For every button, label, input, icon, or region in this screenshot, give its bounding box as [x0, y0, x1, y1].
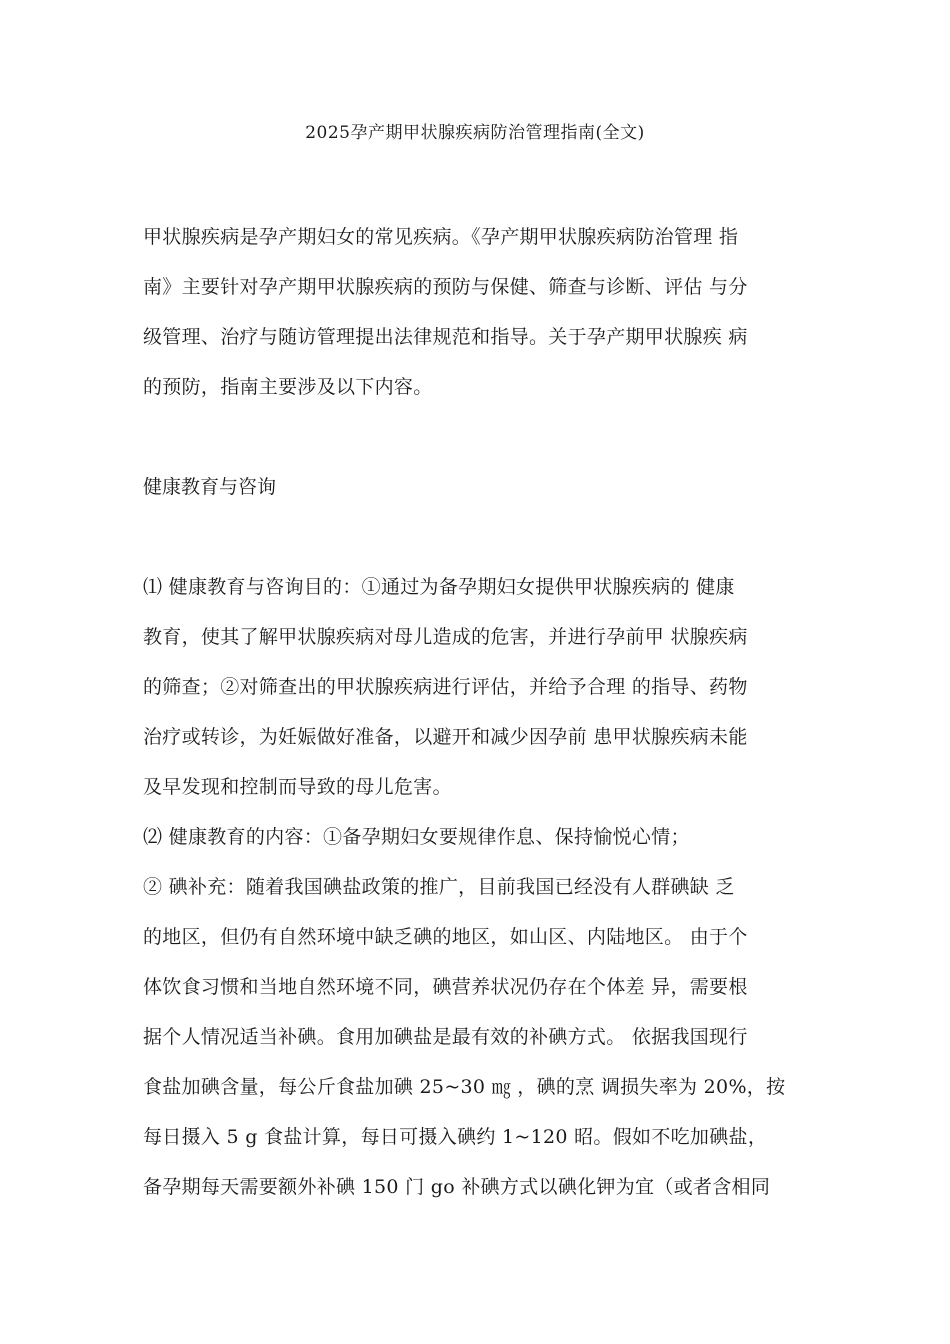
body-line: 的地区，但仍有自然环境中缺乏碘的地区，如山区、内陆地区。 由于个 — [143, 926, 748, 948]
body-line: ② 碘补充：随着我国碘盐政策的推广，目前我国已经没有人群碘缺 乏 — [143, 876, 735, 898]
section-heading: 健康教育与咨询 — [143, 476, 277, 498]
body-line: 及早发现和控制而导致的母儿危害。 — [143, 776, 452, 798]
document-title: 2025孕产期甲状腺疾病防治管理指南(全文) — [305, 123, 645, 143]
body-line: 据个人情况适当补碘。食用加碘盐是最有效的补碘方式。 依据我国现行 — [143, 1026, 748, 1048]
body-line: 每日摄入 5 g 食盐计算，每日可摄入碘约 1~120 昭。假如不吃加碘盐， — [143, 1126, 768, 1148]
body-line: 教育，使其了解甲状腺疾病对母儿造成的危害，并进行孕前甲 状腺疾病 — [143, 626, 748, 648]
body-line: 备孕期每天需要额外补碘 150 门 go 补碘方式以碘化钾为宜（或者含相同 — [143, 1176, 771, 1198]
intro-line: 甲状腺疾病是孕产期妇女的常见疾病。《孕产期甲状腺疾病防治管理 指 — [143, 226, 739, 248]
body-line: 的筛查；②对筛查出的甲状腺疾病进行评估，并给予合理 的指导、药物 — [143, 676, 748, 698]
intro-line: 的预防，指南主要涉及以下内容。 — [143, 376, 433, 398]
body-line: ⑵ 健康教育的内容：①备孕期妇女要规律作息、保持愉悦心情； — [143, 826, 690, 848]
body-line: 治疗或转诊，为妊娠做好准备，以避开和减少因孕前 患甲状腺疾病未能 — [143, 726, 748, 748]
intro-line: 级管理、治疗与随访管理提出法律规范和指导。关于孕产期甲状腺疾 病 — [143, 326, 748, 348]
body-line: 食盐加碘含量，每公斤食盐加碘 25~30 ㎎ ，碘的烹 调损失率为 20%，按 — [143, 1076, 786, 1098]
intro-line: 南》主要针对孕产期甲状腺疾病的预防与保健、筛查与诊断、评估 与分 — [143, 276, 748, 298]
body-line: ⑴ 健康教育与咨询目的：①通过为备孕期妇女提供甲状腺疾病的 健康 — [143, 576, 735, 598]
body-line: 体饮食习惯和当地自然环境不同，碘营养状况仍存在个体差 异，需要根 — [143, 976, 748, 998]
